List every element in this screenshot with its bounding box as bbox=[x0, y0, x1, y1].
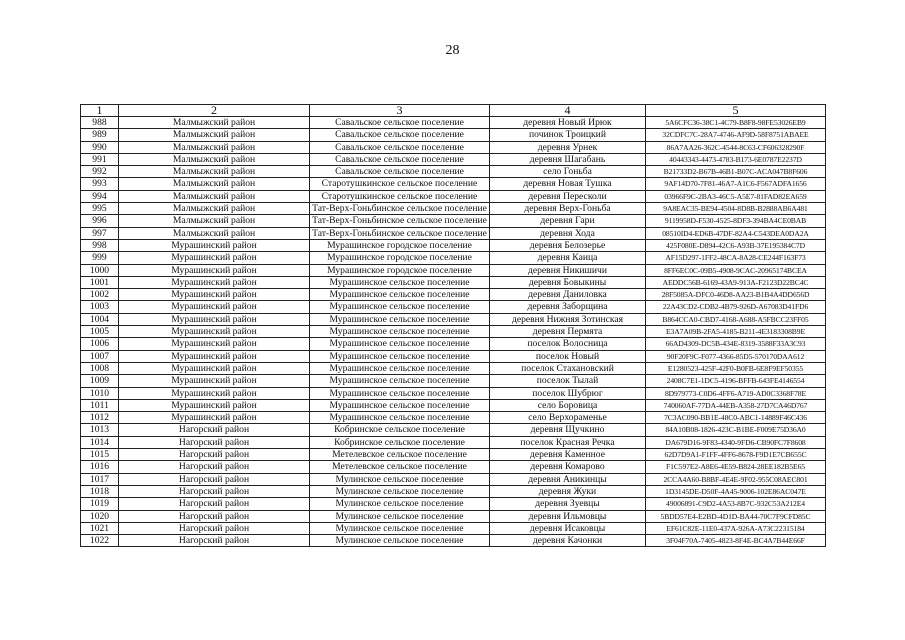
guid-cell: 08510ID4-ED6B-47DF-82A4-C543DEA0DA2A bbox=[646, 227, 826, 239]
settlement-cell: деревня Шагабань bbox=[490, 153, 646, 165]
district-cell: Мурашинский район bbox=[119, 276, 310, 288]
row-number-cell: 995 bbox=[81, 203, 119, 215]
municipality-cell: Тат-Верх-Гоньбинское сельское поселение bbox=[310, 227, 490, 239]
table-row bbox=[81, 215, 826, 227]
row-number-cell: 989 bbox=[81, 129, 119, 141]
district-cell: Малмыжский район bbox=[119, 215, 310, 227]
district-cell: Мурашинский район bbox=[119, 239, 310, 251]
table-row bbox=[81, 510, 826, 522]
district-cell: Мурашинский район bbox=[119, 399, 310, 411]
guid-cell: 1D3145DE-D50F-4A45-9006-102E86AC047E bbox=[646, 485, 826, 497]
municipality-cell: Мулинское сельское поселение bbox=[310, 473, 490, 485]
table-row bbox=[81, 424, 826, 436]
row-number-cell: 997 bbox=[81, 227, 119, 239]
settlement-cell: поселок Новый bbox=[490, 350, 646, 362]
municipality-cell: Кобринское сельское поселение bbox=[310, 424, 490, 436]
district-cell: Нагорский район bbox=[119, 485, 310, 497]
guid-cell: B864CCA0-CBD7-4168-A688-A5FBCC23FF05 bbox=[646, 313, 826, 325]
table-header bbox=[81, 105, 826, 117]
row-number-cell: 1007 bbox=[81, 350, 119, 362]
row-number-cell: 1009 bbox=[81, 375, 119, 387]
municipality-cell: Мурашинское сельское поселение bbox=[310, 362, 490, 374]
row-number-cell: 1000 bbox=[81, 264, 119, 276]
settlement-cell: деревня Бовыкины bbox=[490, 276, 646, 288]
guid-cell: E1280523-425F-42F0-B0FB-6E8F9EF50355 bbox=[646, 362, 826, 374]
table-row bbox=[81, 338, 826, 350]
municipality-cell: Мурашинское городское поселение bbox=[310, 239, 490, 251]
district-cell: Мурашинский район bbox=[119, 301, 310, 313]
table-row bbox=[81, 166, 826, 178]
row-number-cell: 1004 bbox=[81, 313, 119, 325]
municipality-cell: Тат-Верх-Гоньбинское сельское поселение bbox=[310, 203, 490, 215]
settlements-table bbox=[80, 104, 826, 547]
settlement-cell: деревня Зуевцы bbox=[490, 498, 646, 510]
district-cell: Мурашинский район bbox=[119, 313, 310, 325]
table-row bbox=[81, 276, 826, 288]
row-number-cell: 1021 bbox=[81, 522, 119, 534]
district-cell: Мурашинский район bbox=[119, 362, 310, 374]
guid-cell: 90F20F9C-F077-4366-85D5-570170DAA612 bbox=[646, 350, 826, 362]
guid-cell: 3F04F70A-7405-4823-8F4E-BC4A7B44E66F bbox=[646, 535, 826, 547]
guid-cell: 49006891-C9D2-4A53-8B7C-932C53A212E4 bbox=[646, 498, 826, 510]
municipality-cell: Мурашинское сельское поселение bbox=[310, 375, 490, 387]
municipality-cell: Тат-Верх-Гоньбинское сельское поселение bbox=[310, 215, 490, 227]
table-row bbox=[81, 473, 826, 485]
settlement-cell: деревня Каменное bbox=[490, 449, 646, 461]
guid-cell: 32CDFC7C-28A7-4746-AF9D-58F8751ABAEE bbox=[646, 129, 826, 141]
row-number-cell: 991 bbox=[81, 153, 119, 165]
settlement-cell: деревня Ходa bbox=[490, 227, 646, 239]
table-row bbox=[81, 535, 826, 547]
settlement-cell: поселок Шубрюг bbox=[490, 387, 646, 399]
district-cell: Мурашинский район bbox=[119, 326, 310, 338]
district-cell: Нагорский район bbox=[119, 436, 310, 448]
district-cell: Малмыжский район bbox=[119, 227, 310, 239]
municipality-cell: Мулинское сельское поселение bbox=[310, 498, 490, 510]
table-row bbox=[81, 252, 826, 264]
row-number-cell: 1014 bbox=[81, 436, 119, 448]
settlement-cell: деревня Щучкино bbox=[490, 424, 646, 436]
settlement-cell: деревня Ильмовцы bbox=[490, 510, 646, 522]
district-cell: Нагорский район bbox=[119, 449, 310, 461]
page-number: 28 bbox=[445, 43, 460, 58]
guid-cell: 66AD4309-DC5B-434E-8319-3588F33A3C93 bbox=[646, 338, 826, 350]
settlement-cell: поселок Волосница bbox=[490, 338, 646, 350]
district-cell: Малмыжский район bbox=[119, 153, 310, 165]
row-number-cell: 1010 bbox=[81, 387, 119, 399]
guid-cell: 2408C7E1-1DC5-4196-BFFB-643FE4146554 bbox=[646, 375, 826, 387]
header-col-2: 2 bbox=[119, 105, 310, 117]
district-cell: Нагорский район bbox=[119, 424, 310, 436]
table-row bbox=[81, 498, 826, 510]
district-cell: Мурашинский район bbox=[119, 375, 310, 387]
table-row bbox=[81, 485, 826, 497]
guid-cell: 8D979773-C0D6-4FF6-A719-AD0C3368F78E bbox=[646, 387, 826, 399]
row-number-cell: 1005 bbox=[81, 326, 119, 338]
table-row bbox=[81, 350, 826, 362]
table-body bbox=[81, 117, 826, 547]
settlement-cell: деревня Даниловка bbox=[490, 289, 646, 301]
settlement-cell: деревня Нижняя Зотинская bbox=[490, 313, 646, 325]
district-cell: Мурашинский район bbox=[119, 338, 310, 350]
municipality-cell: Мулинское сельское поселение bbox=[310, 535, 490, 547]
row-number-cell: 1006 bbox=[81, 338, 119, 350]
settlement-cell: деревня Аникинцы bbox=[490, 473, 646, 485]
row-number-cell: 1003 bbox=[81, 301, 119, 313]
guid-cell: B21733D2-B67B-46B1-B07C-ACA047B8F606 bbox=[646, 166, 826, 178]
row-number-cell: 1012 bbox=[81, 412, 119, 424]
municipality-cell: Савальское сельское поселение bbox=[310, 129, 490, 141]
municipality-cell: Мурашинское городское поселение bbox=[310, 252, 490, 264]
municipality-cell: Мурашинское сельское поселение bbox=[310, 412, 490, 424]
table-row bbox=[81, 399, 826, 411]
row-number-cell: 1001 bbox=[81, 276, 119, 288]
settlement-cell: деревня Новый Ирюк bbox=[490, 117, 646, 129]
guid-cell: 740060AF-77DA-44EB-A358-27D7CA46D767 bbox=[646, 399, 826, 411]
district-cell: Нагорский район bbox=[119, 522, 310, 534]
settlement-cell: деревня Пересколи bbox=[490, 190, 646, 202]
table-row bbox=[81, 117, 826, 129]
table-row bbox=[81, 449, 826, 461]
district-cell: Малмыжский район bbox=[119, 117, 310, 129]
header-col-3: 3 bbox=[310, 105, 490, 117]
municipality-cell: Мулинское сельское поселение bbox=[310, 485, 490, 497]
row-number-cell: 1020 bbox=[81, 510, 119, 522]
row-number-cell: 988 bbox=[81, 117, 119, 129]
guid-cell: 9AF14D70-7F81-46A7-A1C6-F567ADFA1656 bbox=[646, 178, 826, 190]
guid-cell: 40443343-4473-4783-B173-6E0787E2237D bbox=[646, 153, 826, 165]
table-row bbox=[81, 387, 826, 399]
district-cell: Мурашинский район bbox=[119, 252, 310, 264]
table-row bbox=[81, 190, 826, 202]
table-row bbox=[81, 239, 826, 251]
settlement-cell: деревня Исаковцы bbox=[490, 522, 646, 534]
table-row bbox=[81, 301, 826, 313]
header-col-4: 4 bbox=[490, 105, 646, 117]
municipality-cell: Савальское сельское поселение bbox=[310, 166, 490, 178]
guid-cell: 28F5085A-DFC0-46D8-AA23-B1B4A4DD656D bbox=[646, 289, 826, 301]
district-cell: Мурашинский район bbox=[119, 289, 310, 301]
guid-cell: 03966F9C-2BA3-46C5-A5E7-81FAD82EA659 bbox=[646, 190, 826, 202]
settlement-cell: деревня Жуки bbox=[490, 485, 646, 497]
table-row bbox=[81, 461, 826, 473]
row-number-cell: 1011 bbox=[81, 399, 119, 411]
settlement-cell: деревня Никишичи bbox=[490, 264, 646, 276]
table-row bbox=[81, 178, 826, 190]
municipality-cell: Мурашинское сельское поселение bbox=[310, 338, 490, 350]
table-row bbox=[81, 412, 826, 424]
municipality-cell: Метелевское сельское поселение bbox=[310, 461, 490, 473]
district-cell: Нагорский район bbox=[119, 461, 310, 473]
header-col-1: 1 bbox=[81, 105, 119, 117]
municipality-cell: Мурашинское сельское поселение bbox=[310, 313, 490, 325]
row-number-cell: 990 bbox=[81, 141, 119, 153]
guid-cell: 2CCA4A60-B8BF-4E4E-9F02-955C08AEC801 bbox=[646, 473, 826, 485]
row-number-cell: 1018 bbox=[81, 485, 119, 497]
guid-cell: 9A8EAC35-BE94-4504-8D8B-B2888AB6A481 bbox=[646, 203, 826, 215]
municipality-cell: Мурашинское сельское поселение bbox=[310, 350, 490, 362]
settlement-cell: деревня Заборщина bbox=[490, 301, 646, 313]
district-cell: Малмыжский район bbox=[119, 178, 310, 190]
district-cell: Малмыжский район bbox=[119, 129, 310, 141]
municipality-cell: Кобринское сельское поселение bbox=[310, 436, 490, 448]
settlement-cell: поселок Красная Речка bbox=[490, 436, 646, 448]
row-number-cell: 1002 bbox=[81, 289, 119, 301]
table-row bbox=[81, 203, 826, 215]
table-row bbox=[81, 264, 826, 276]
row-number-cell: 1019 bbox=[81, 498, 119, 510]
district-cell: Нагорский район bbox=[119, 510, 310, 522]
header-col-5: 5 bbox=[646, 105, 826, 117]
municipality-cell: Метелевское сельское поселение bbox=[310, 449, 490, 461]
district-cell: Малмыжский район bbox=[119, 141, 310, 153]
row-number-cell: 992 bbox=[81, 166, 119, 178]
table-row bbox=[81, 227, 826, 239]
guid-cell: E3A7A09B-2FA5-4185-B211-4E3183308B9E bbox=[646, 326, 826, 338]
settlement-cell: деревня Белозерье bbox=[490, 239, 646, 251]
table-row bbox=[81, 362, 826, 374]
settlement-cell: деревня Урнек bbox=[490, 141, 646, 153]
row-number-cell: 994 bbox=[81, 190, 119, 202]
municipality-cell: Савальское сельское поселение bbox=[310, 141, 490, 153]
district-cell: Мурашинский район bbox=[119, 264, 310, 276]
district-cell: Малмыжский район bbox=[119, 166, 310, 178]
municipality-cell: Мулинское сельское поселение bbox=[310, 510, 490, 522]
guid-cell: 62D7D9A1-F1FF-4FF6-8678-F9D1E7CB655C bbox=[646, 449, 826, 461]
guid-cell: EF61C82E-11E0-437A-926A-A73C22315184 bbox=[646, 522, 826, 534]
guid-cell: 84A10B08-1826-423C-B1BE-F009E75D36A0 bbox=[646, 424, 826, 436]
header-row bbox=[81, 105, 826, 117]
row-number-cell: 1016 bbox=[81, 461, 119, 473]
guid-cell: 9119958D-F530-4525-8DF3-394BA4CE0BAB bbox=[646, 215, 826, 227]
settlement-cell: деревня Качонки bbox=[490, 535, 646, 547]
row-number-cell: 993 bbox=[81, 178, 119, 190]
row-number-cell: 1017 bbox=[81, 473, 119, 485]
table-row bbox=[81, 436, 826, 448]
settlement-cell: деревня Комарово bbox=[490, 461, 646, 473]
table-row bbox=[81, 522, 826, 534]
settlement-cell: деревня Новая Тушка bbox=[490, 178, 646, 190]
settlement-cell: поселок Тылай bbox=[490, 375, 646, 387]
municipality-cell: Мурашинское сельское поселение bbox=[310, 326, 490, 338]
guid-cell: AEDDC56B-6169-43A9-913A-F2123D22BC4C bbox=[646, 276, 826, 288]
settlement-cell: деревня Верх-Гоньба bbox=[490, 203, 646, 215]
row-number-cell: 1022 bbox=[81, 535, 119, 547]
district-cell: Мурашинский район bbox=[119, 387, 310, 399]
guid-cell: 7C3AC090-BB1E-48C0-ABC1-14889F46C436 bbox=[646, 412, 826, 424]
table-row bbox=[81, 289, 826, 301]
guid-cell: 5BDD57E4-E2BD-4D1D-BA44-70C7F9CFD85C bbox=[646, 510, 826, 522]
table-row bbox=[81, 153, 826, 165]
row-number-cell: 999 bbox=[81, 252, 119, 264]
row-number-cell: 1015 bbox=[81, 449, 119, 461]
municipality-cell: Мурашинское сельское поселение bbox=[310, 276, 490, 288]
table-row bbox=[81, 375, 826, 387]
municipality-cell: Старотушкинское сельское поселение bbox=[310, 190, 490, 202]
municipality-cell: Савальское сельское поселение bbox=[310, 153, 490, 165]
municipality-cell: Мурашинское сельское поселение bbox=[310, 301, 490, 313]
guid-cell: 22A43CD2-CDB2-4B79-926D-A67083D41FD6 bbox=[646, 301, 826, 313]
settlement-cell: починок Троицкий bbox=[490, 129, 646, 141]
settlement-cell: село Гоньба bbox=[490, 166, 646, 178]
settlement-cell: село Верхораменье bbox=[490, 412, 646, 424]
municipality-cell: Мурашинское сельское поселение bbox=[310, 387, 490, 399]
municipality-cell: Мурашинское городское поселение bbox=[310, 264, 490, 276]
district-cell: Нагорский район bbox=[119, 535, 310, 547]
guid-cell: 5A6CFC36-38C1-4C79-B8F8-98FE53026EB9 bbox=[646, 117, 826, 129]
row-number-cell: 996 bbox=[81, 215, 119, 227]
row-number-cell: 1013 bbox=[81, 424, 119, 436]
municipality-cell: Мурашинское сельское поселение bbox=[310, 289, 490, 301]
municipality-cell: Мурашинское сельское поселение bbox=[310, 399, 490, 411]
district-cell: Мурашинский район bbox=[119, 350, 310, 362]
settlement-cell: село Боровица bbox=[490, 399, 646, 411]
settlement-cell: поселок Стахановский bbox=[490, 362, 646, 374]
district-cell: Малмыжский район bbox=[119, 190, 310, 202]
guid-cell: 425F080E-D894-42C6-A93B-37E195384C7D bbox=[646, 239, 826, 251]
table-row bbox=[81, 129, 826, 141]
district-cell: Малмыжский район bbox=[119, 203, 310, 215]
guid-cell: 86A7AA26-362C-4544-8C63-CF606328290F bbox=[646, 141, 826, 153]
district-cell: Нагорский район bbox=[119, 473, 310, 485]
table-row bbox=[81, 141, 826, 153]
table-row bbox=[81, 326, 826, 338]
district-cell: Мурашинский район bbox=[119, 412, 310, 424]
settlement-cell: деревня Каица bbox=[490, 252, 646, 264]
settlement-cell: деревня Пермята bbox=[490, 326, 646, 338]
table-row bbox=[81, 313, 826, 325]
guid-cell: AF15D297-1FF2-48CA-8A28-CE244F163F73 bbox=[646, 252, 826, 264]
row-number-cell: 1008 bbox=[81, 362, 119, 374]
settlement-cell: деревня Гари bbox=[490, 215, 646, 227]
guid-cell: F1C597E2-A8E6-4E59-B824-28EE182B5E65 bbox=[646, 461, 826, 473]
municipality-cell: Савальское сельское поселение bbox=[310, 117, 490, 129]
row-number-cell: 998 bbox=[81, 239, 119, 251]
guid-cell: DA679D16-9F83-4340-9FD6-CB90FC7F8608 bbox=[646, 436, 826, 448]
district-cell: Нагорский район bbox=[119, 498, 310, 510]
municipality-cell: Мулинское сельское поселение bbox=[310, 522, 490, 534]
guid-cell: 8FF6EC0C-09B5-4908-9CAC-20965174BCEA bbox=[646, 264, 826, 276]
municipality-cell: Старотушкинское сельское поселение bbox=[310, 178, 490, 190]
